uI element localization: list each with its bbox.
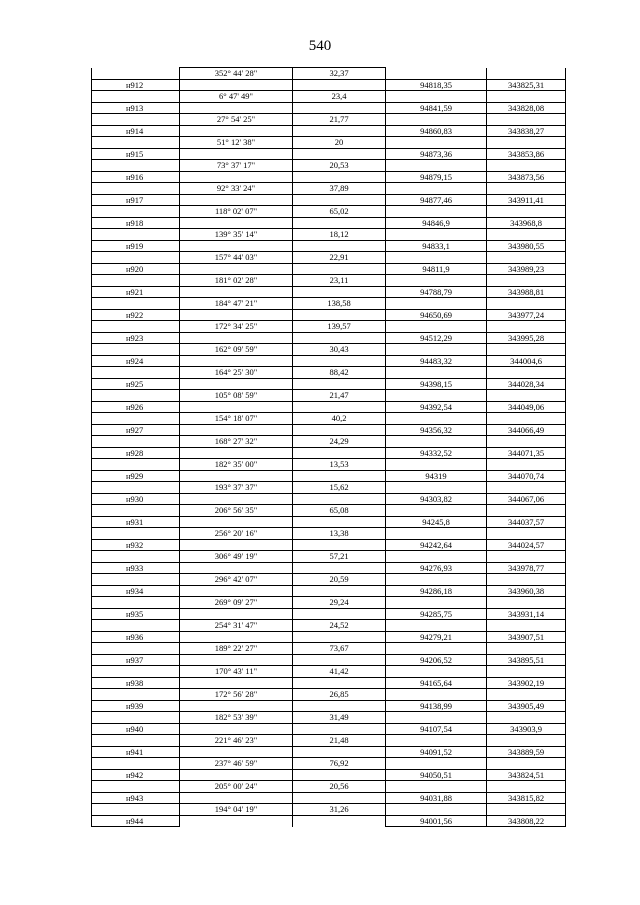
segment-row xyxy=(92,597,566,609)
segment-distance: 21,77 xyxy=(293,114,386,126)
point-name: н932 xyxy=(92,539,180,551)
direction-angle: 51° 12' 38" xyxy=(180,137,293,149)
point-row xyxy=(92,700,566,712)
segment-distance: 31,49 xyxy=(293,712,386,724)
segment-distance: 65,02 xyxy=(293,206,386,218)
direction-angle: 157° 44' 03" xyxy=(180,252,293,264)
x-coordinate: 94242,64 xyxy=(386,539,487,551)
y-coordinate: 343968,8 xyxy=(487,217,566,229)
x-coordinate: 94846,9 xyxy=(386,217,487,229)
coordinates-table xyxy=(91,67,566,827)
point-name: н928 xyxy=(92,447,180,459)
segment-distance: 18,12 xyxy=(293,229,386,241)
y-coordinate: 344028,34 xyxy=(487,378,566,390)
x-coordinate: 94879,15 xyxy=(386,171,487,183)
direction-angle: 27° 54' 25" xyxy=(180,114,293,126)
x-coordinate: 94091,52 xyxy=(386,746,487,758)
y-coordinate: 343838,27 xyxy=(487,125,566,137)
direction-angle: 352° 44' 28" xyxy=(180,68,293,80)
segment-row xyxy=(92,413,566,425)
direction-angle: 172° 34' 25" xyxy=(180,321,293,333)
segment-distance: 24,52 xyxy=(293,620,386,632)
point-row xyxy=(92,677,566,689)
direction-angle: 162° 09' 59" xyxy=(180,344,293,356)
point-name: н925 xyxy=(92,378,180,390)
point-row xyxy=(92,148,566,160)
y-coordinate: 343815,82 xyxy=(487,792,566,804)
point-name: н915 xyxy=(92,148,180,160)
point-name: н913 xyxy=(92,102,180,114)
point-row xyxy=(92,125,566,137)
point-name: н940 xyxy=(92,723,180,735)
direction-angle: 221° 46' 23" xyxy=(180,735,293,747)
segment-row xyxy=(92,91,566,103)
point-row xyxy=(92,608,566,620)
x-coordinate: 94031,88 xyxy=(386,792,487,804)
segment-row xyxy=(92,804,566,816)
y-coordinate: 343905,49 xyxy=(487,700,566,712)
x-coordinate: 94860,83 xyxy=(386,125,487,137)
point-row xyxy=(92,516,566,528)
direction-angle: 205° 00' 24" xyxy=(180,781,293,793)
point-row xyxy=(92,723,566,735)
x-coordinate: 94841,59 xyxy=(386,102,487,114)
point-name: н933 xyxy=(92,562,180,574)
segment-row xyxy=(92,712,566,724)
x-coordinate: 94138,99 xyxy=(386,700,487,712)
point-name: н941 xyxy=(92,746,180,758)
y-coordinate: 343895,51 xyxy=(487,654,566,666)
x-coordinate: 94356,32 xyxy=(386,424,487,436)
x-coordinate: 94392,54 xyxy=(386,401,487,413)
segment-row xyxy=(92,643,566,655)
direction-angle: 296° 42' 07" xyxy=(180,574,293,586)
segment-row xyxy=(92,390,566,402)
y-coordinate: 343980,55 xyxy=(487,240,566,252)
x-coordinate: 94877,46 xyxy=(386,194,487,206)
point-row xyxy=(92,263,566,275)
direction-angle: 92° 33' 24" xyxy=(180,183,293,195)
segment-row xyxy=(92,666,566,678)
segment-row xyxy=(92,551,566,563)
point-row xyxy=(92,539,566,551)
y-coordinate: 343977,24 xyxy=(487,309,566,321)
direction-angle: 269° 09' 27" xyxy=(180,597,293,609)
x-coordinate: 94279,21 xyxy=(386,631,487,643)
y-coordinate: 344004,6 xyxy=(487,355,566,367)
point-row xyxy=(92,562,566,574)
segment-row xyxy=(92,758,566,770)
point-name: н916 xyxy=(92,171,180,183)
segment-distance: 73,67 xyxy=(293,643,386,655)
y-coordinate: 343889,59 xyxy=(487,746,566,758)
point-row xyxy=(92,332,566,344)
y-coordinate: 343931,14 xyxy=(487,608,566,620)
segment-distance: 29,24 xyxy=(293,597,386,609)
point-row xyxy=(92,217,566,229)
y-coordinate: 344071,35 xyxy=(487,447,566,459)
direction-angle: 182° 53' 39" xyxy=(180,712,293,724)
x-coordinate: 94286,18 xyxy=(386,585,487,597)
point-name: н937 xyxy=(92,654,180,666)
x-coordinate: 94206,52 xyxy=(386,654,487,666)
segment-row xyxy=(92,505,566,517)
segment-row xyxy=(92,620,566,632)
point-name: н926 xyxy=(92,401,180,413)
segment-row xyxy=(92,459,566,471)
y-coordinate: 343995,28 xyxy=(487,332,566,344)
point-row xyxy=(92,815,566,827)
segment-distance: 41,42 xyxy=(293,666,386,678)
segment-row xyxy=(92,574,566,586)
y-coordinate: 343824,51 xyxy=(487,769,566,781)
y-coordinate: 343853,86 xyxy=(487,148,566,160)
direction-angle: 118° 02' 07" xyxy=(180,206,293,218)
segment-distance: 23,11 xyxy=(293,275,386,287)
segment-row xyxy=(92,344,566,356)
direction-angle: 182° 35' 00" xyxy=(180,459,293,471)
x-coordinate: 94818,35 xyxy=(386,79,487,91)
y-coordinate: 344037,57 xyxy=(487,516,566,528)
y-coordinate: 343903,9 xyxy=(487,723,566,735)
segment-row xyxy=(92,68,566,80)
direction-angle: 206° 56' 35" xyxy=(180,505,293,517)
segment-row xyxy=(92,321,566,333)
point-row xyxy=(92,470,566,482)
direction-angle: 168° 27' 32" xyxy=(180,436,293,448)
segment-distance: 76,92 xyxy=(293,758,386,770)
y-coordinate: 344070,74 xyxy=(487,470,566,482)
y-coordinate: 343911,41 xyxy=(487,194,566,206)
segment-distance: 88,42 xyxy=(293,367,386,379)
point-name: н924 xyxy=(92,355,180,367)
segment-row xyxy=(92,367,566,379)
x-coordinate: 94650,69 xyxy=(386,309,487,321)
segment-distance: 13,38 xyxy=(293,528,386,540)
point-row xyxy=(92,746,566,758)
y-coordinate: 343960,38 xyxy=(487,585,566,597)
point-name: н918 xyxy=(92,217,180,229)
direction-angle: 184° 47' 21" xyxy=(180,298,293,310)
y-coordinate: 343828,08 xyxy=(487,102,566,114)
point-row xyxy=(92,631,566,643)
segment-distance: 57,21 xyxy=(293,551,386,563)
direction-angle: 194° 04' 19" xyxy=(180,804,293,816)
segment-row xyxy=(92,689,566,701)
point-row xyxy=(92,792,566,804)
segment-row xyxy=(92,275,566,287)
segment-distance: 15,62 xyxy=(293,482,386,494)
segment-distance: 20,59 xyxy=(293,574,386,586)
point-row xyxy=(92,769,566,781)
segment-distance: 30,43 xyxy=(293,344,386,356)
x-coordinate: 94512,29 xyxy=(386,332,487,344)
direction-angle: 172° 56' 28" xyxy=(180,689,293,701)
point-row xyxy=(92,102,566,114)
point-name: н914 xyxy=(92,125,180,137)
x-coordinate: 94332,52 xyxy=(386,447,487,459)
segment-distance: 21,47 xyxy=(293,390,386,402)
point-row xyxy=(92,309,566,321)
direction-angle: 170° 43' 11" xyxy=(180,666,293,678)
segment-row xyxy=(92,229,566,241)
point-name: н943 xyxy=(92,792,180,804)
point-name: н935 xyxy=(92,608,180,620)
point-name: н931 xyxy=(92,516,180,528)
x-coordinate: 94319 xyxy=(386,470,487,482)
segment-row xyxy=(92,252,566,264)
point-row xyxy=(92,378,566,390)
segment-distance: 37,89 xyxy=(293,183,386,195)
segment-distance: 139,57 xyxy=(293,321,386,333)
point-row xyxy=(92,493,566,505)
point-name: н920 xyxy=(92,263,180,275)
direction-angle: 105° 08' 59" xyxy=(180,390,293,402)
y-coordinate: 344066,49 xyxy=(487,424,566,436)
direction-angle: 306° 49' 19" xyxy=(180,551,293,563)
point-name: н930 xyxy=(92,493,180,505)
segment-distance: 65,08 xyxy=(293,505,386,517)
direction-angle: 164° 25' 30" xyxy=(180,367,293,379)
segment-distance: 24,29 xyxy=(293,436,386,448)
segment-row xyxy=(92,528,566,540)
x-coordinate: 94833,1 xyxy=(386,240,487,252)
segment-distance: 21,48 xyxy=(293,735,386,747)
point-name: н938 xyxy=(92,677,180,689)
point-row xyxy=(92,286,566,298)
x-coordinate: 94873,36 xyxy=(386,148,487,160)
point-name: н922 xyxy=(92,309,180,321)
point-row xyxy=(92,424,566,436)
direction-angle: 139° 35' 14" xyxy=(180,229,293,241)
x-coordinate: 94001,56 xyxy=(386,815,487,827)
direction-angle: 189° 22' 27" xyxy=(180,643,293,655)
x-coordinate: 94276,93 xyxy=(386,562,487,574)
direction-angle: 193° 37' 37" xyxy=(180,482,293,494)
y-coordinate: 343825,31 xyxy=(487,79,566,91)
y-coordinate: 343989,23 xyxy=(487,263,566,275)
point-name: н912 xyxy=(92,79,180,91)
point-row xyxy=(92,240,566,252)
point-name: н927 xyxy=(92,424,180,436)
segment-row xyxy=(92,735,566,747)
segment-row xyxy=(92,114,566,126)
direction-angle: 254° 31' 47" xyxy=(180,620,293,632)
point-row xyxy=(92,447,566,459)
coordinates-table-body xyxy=(92,68,566,827)
x-coordinate: 94788,79 xyxy=(386,286,487,298)
y-coordinate: 343907,51 xyxy=(487,631,566,643)
point-name: н923 xyxy=(92,332,180,344)
point-name: н942 xyxy=(92,769,180,781)
y-coordinate: 343902,19 xyxy=(487,677,566,689)
point-name: н936 xyxy=(92,631,180,643)
segment-distance: 13,53 xyxy=(293,459,386,471)
segment-row xyxy=(92,781,566,793)
y-coordinate: 343988,81 xyxy=(487,286,566,298)
segment-distance: 138,58 xyxy=(293,298,386,310)
point-row xyxy=(92,355,566,367)
x-coordinate: 94165,64 xyxy=(386,677,487,689)
point-name: н917 xyxy=(92,194,180,206)
direction-angle: 154° 18' 07" xyxy=(180,413,293,425)
segment-row xyxy=(92,183,566,195)
x-coordinate: 94398,15 xyxy=(386,378,487,390)
y-coordinate: 343808,22 xyxy=(487,815,566,827)
point-name: н929 xyxy=(92,470,180,482)
segment-distance: 32,37 xyxy=(293,68,386,80)
x-coordinate: 94811,9 xyxy=(386,263,487,275)
point-row xyxy=(92,194,566,206)
point-row xyxy=(92,401,566,413)
x-coordinate: 94245,8 xyxy=(386,516,487,528)
point-name: н944 xyxy=(92,815,180,827)
segment-row xyxy=(92,206,566,218)
direction-angle: 73° 37' 17" xyxy=(180,160,293,172)
y-coordinate: 343873,56 xyxy=(487,171,566,183)
direction-angle: 256° 20' 16" xyxy=(180,528,293,540)
point-name: н939 xyxy=(92,700,180,712)
segment-distance: 22,91 xyxy=(293,252,386,264)
segment-distance: 31,26 xyxy=(293,804,386,816)
segment-distance: 26,85 xyxy=(293,689,386,701)
point-name: н934 xyxy=(92,585,180,597)
y-coordinate: 344049,06 xyxy=(487,401,566,413)
x-coordinate: 94050,51 xyxy=(386,769,487,781)
point-name: н919 xyxy=(92,240,180,252)
point-row xyxy=(92,585,566,597)
x-coordinate: 94107,54 xyxy=(386,723,487,735)
point-row xyxy=(92,79,566,91)
direction-angle: 6° 47' 49" xyxy=(180,91,293,103)
direction-angle: 237° 46' 59" xyxy=(180,758,293,770)
x-coordinate: 94483,32 xyxy=(386,355,487,367)
point-row xyxy=(92,654,566,666)
segment-row xyxy=(92,436,566,448)
direction-angle: 181° 02' 28" xyxy=(180,275,293,287)
segment-row xyxy=(92,298,566,310)
segment-row xyxy=(92,137,566,149)
segment-distance: 20,56 xyxy=(293,781,386,793)
segment-distance: 23,4 xyxy=(293,91,386,103)
y-coordinate: 344024,57 xyxy=(487,539,566,551)
x-coordinate: 94285,75 xyxy=(386,608,487,620)
page-number: 540 xyxy=(308,38,332,54)
y-coordinate: 344067,06 xyxy=(487,493,566,505)
segment-distance: 20,53 xyxy=(293,160,386,172)
point-row xyxy=(92,171,566,183)
segment-row xyxy=(92,160,566,172)
segment-distance: 40,2 xyxy=(293,413,386,425)
y-coordinate: 343978,77 xyxy=(487,562,566,574)
point-name: н921 xyxy=(92,286,180,298)
segment-distance: 20 xyxy=(293,137,386,149)
x-coordinate: 94303,82 xyxy=(386,493,487,505)
segment-row xyxy=(92,482,566,494)
